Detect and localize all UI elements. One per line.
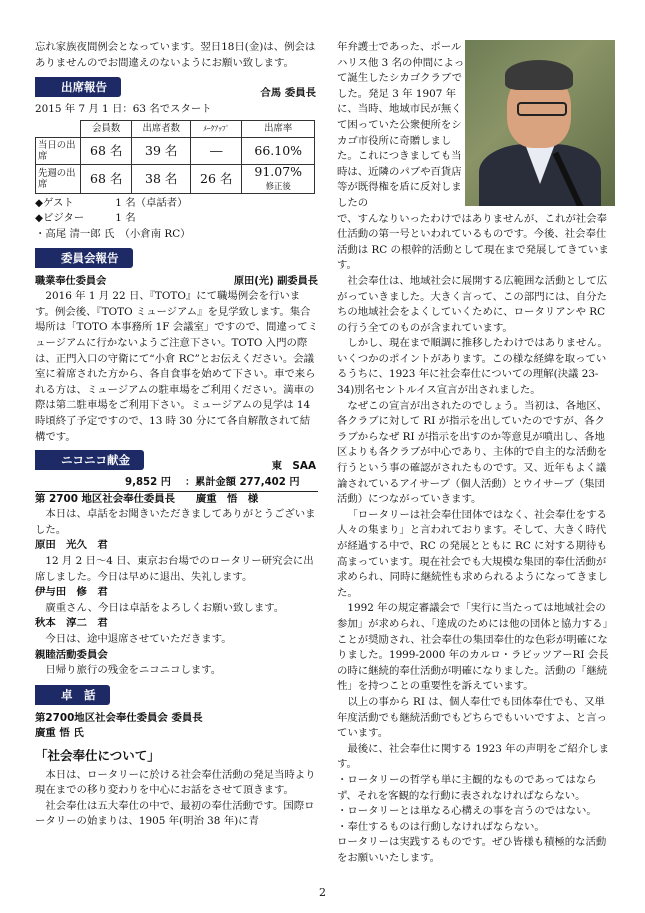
niko-entries (35, 492, 318, 679)
talk-paragraph-2: 社会奉仕は五大奉仕の中で、最初の奉仕活動です。国際ロータリーの始まりは、1905 年(明治 38 年)に青 (35, 799, 315, 828)
niko-entry-text: 本日は、卓話をお聞きいただきましてありがとうございました。 (35, 508, 316, 536)
attendance-heading: 出席報告 (35, 77, 121, 97)
niko-heading: ニコニコ献金 (35, 450, 144, 470)
niko-chair: 東 SAA (271, 459, 316, 472)
row-rate: 91.07% (254, 163, 303, 179)
talk-heading: 卓 話 (35, 685, 110, 705)
committee-sub-header (35, 274, 318, 290)
niko-entry-text: 日帰り旅行の残金をニコニコします。 (45, 664, 222, 677)
niko-entry-name: 伊与田 修 君 (35, 586, 108, 599)
row-makeup: ― (191, 137, 242, 164)
row-rate-note: 修正後 (265, 180, 291, 191)
niko-amount: 9,852 円 (125, 477, 171, 489)
attendance-header-row (35, 77, 318, 99)
visitor-name: ・高尾 清一郎 氏 （小倉南 RC） (35, 227, 191, 240)
right-paragraph: 「ロータリーは社会奉仕団体ではなく、社会奉仕をする人々の集まり」と言われております。そして、大きく時代が経過する中で、RC の発展とともに RC に対する期待も高まっています。現在社会でも大規模な集団的奉仕活動が求められ、同時に継続性も求められるようになってきました。 (337, 508, 608, 599)
row-makeup: 26 名 (191, 164, 242, 193)
row-rate-cell (242, 164, 315, 193)
row-label: 先週の出席 (36, 164, 81, 193)
committee-header-row (35, 248, 318, 270)
talk-paragraph-1: 本日は、ロータリーに於ける社会奉仕活動の発足当時より現在までの移り変わりを中心にお話をさせて頂きます。 (35, 768, 316, 797)
row-members: 68 名 (81, 164, 132, 193)
niko-header-row (35, 450, 318, 472)
attendance-table (35, 120, 315, 194)
page-number: 2 (319, 886, 326, 899)
visitor-line: ◆ビジター 1 名 (35, 212, 136, 225)
right-top-continuation: で、すんなりいったわけではありませんが、これが社会奉仕活動の第一号といわれているものです。今後、社会奉仕活動は RC の根幹的活動として現在まで発展してきています。 (337, 212, 609, 272)
right-column (337, 40, 615, 866)
row-rate: 66.10% (242, 137, 315, 164)
closing-text: ロータリーは実践するものです。ぜひ皆様も積極的な活動をお願いいたします。 (337, 836, 607, 864)
niko-entry-name: 親睦活動委員会 (35, 648, 108, 661)
row-attendees: 38 名 (132, 164, 191, 193)
bullet-item: ・ロータリーとは単なる心構えの事を言うのではない。 (337, 805, 597, 818)
header-makeup: ﾒｰｸｱｯﾌﾟ (191, 120, 242, 137)
right-top-text: 年弁護士であった、ポールハリス他 3 名の仲間によって誕生したシカゴクラブでした。発足 3 年 1907 年に、当時、地域市民が無くて困っていた公衆便所をシカゴ市役所に奇贈しました。これにつきましても当時は、近隣のパブや百貨店等が既得権を盾に反対しましたの (337, 41, 465, 209)
niko-sum-line (35, 475, 318, 492)
bullet-item: ・ロータリーの哲学も単に主観的なものであってはならず、それを客観的な行動に表されなければならない。 (337, 773, 597, 802)
bullet-item: ・奉仕するものは行動しなければならない。 (337, 820, 545, 833)
right-paragraph: 最後に、社会奉仕に関する 1923 年の声明をご紹介します。 (337, 742, 610, 771)
niko-entry-text: 12 月 2 日～4 日、東京お台場でのロータリー研究会に出席しました。今日は早めに退出、失礼します。 (35, 555, 314, 583)
attendance-date-line: 2015 年 7 月 1 日：63 名でスタート (35, 103, 212, 116)
niko-entry-text: 今日は、途中退席させていただきます。 (45, 633, 232, 646)
committee-sub-title: 職業奉仕委員会 (35, 275, 107, 287)
niko-entry-name: 秋本 淳二 君 (35, 617, 108, 630)
attendance-row-lastweek (36, 164, 315, 193)
intro-text: 忘れ家族夜間例会となっています。翌日18日(金)は、例会はありませんのでお間違えのないようにお願い致します。 (35, 41, 316, 69)
attendance-table-header (36, 120, 315, 137)
left-column (35, 40, 318, 830)
niko-entry-text: 廣重さん、今日は卓話をよろしくお願い致します。 (45, 601, 285, 614)
right-paragraph: 以上の事から RI は、個人奉仕でも団体奉仕でも、又単年度活動でも継続活動でもどちらでもいいですよ、と言っています。 (337, 695, 608, 740)
row-attendees: 39 名 (132, 137, 191, 164)
right-paragraph: 1992 年の規定審議会で「実行に当たっては地域社会の参加」が求められ、「達成のためには他の団体と協力する」ことが奨励され、社会奉仕の集団奉仕的な色彩が明確になりました。1999-2000 年のカルロ・ラビッツアーRI 会長の時に継続的奉仕活動が明確になりました。活動の「継続性」を持つことの重要性を訴えています。 (337, 602, 613, 693)
committee-text: 2016 年 1 月 22 日、『TOTO』にて職場例会を行います。例会後、『TOTO ミュージアム』を見学致します。集合場所は「TOTO 本事務所 1F 会議室」ですので、間違ってミュージアムに行かないようご注意下さい。TOTO 入門の際は、正門入口の守衛にて“小倉 RC”とお伝えください。会議室に着席された方から、各自食事を始めて下さい。車で来られる方は、ミュージアムの駐車場をご利用ください。満車の際は第二駐車場をご利用下さい。ミュージアムの見学は 14 時頃終了予定ですので、13 時 30 分にて各自解散されて結構です。 (35, 290, 319, 443)
niko-entry-name: 原田 光久 君 (35, 539, 108, 552)
attendance-chair: 合馬 委員長 (260, 86, 316, 99)
niko-total: ：累計金額 277,402 円 (184, 477, 300, 489)
row-members: 68 名 (81, 137, 132, 164)
attendance-row-today (36, 137, 315, 164)
talk-header-row (35, 685, 318, 707)
guest-line: ◆ゲスト 1 名（卓話者） (35, 196, 188, 209)
right-paragraph: なぜこの宣言が出されたのでしょう。当初は、各地区、各クラブに対して RI が指示を出していたのですが、各クラブからなぜ RI が指示を出すのか等意見が噴出し、各地区よりも各クラブが中心であり、主体的で自主的な活動を行うという事の確認がされたものです。又、近年もよく議論されているアイサーブ（個人活動）とウイサーブ（集団活動）につながっていきます。 (337, 399, 608, 506)
header-members: 会員数 (81, 120, 132, 137)
talk-title: 「社会奉仕について」 (35, 748, 160, 763)
talk-speaker-name: 廣重 悟 氏 (35, 727, 84, 740)
committee-sub-chair: 原田(光) 副委員長 (233, 275, 318, 287)
niko-entry-name: 第 2700 地区社会奉仕委員長 廣重 悟 様 (35, 492, 259, 505)
header-attendees: 出席者数 (132, 120, 191, 137)
row-label: 当日の出席 (36, 137, 81, 164)
committee-heading: 委員会報告 (35, 248, 133, 268)
header-rate: 出席率 (242, 120, 315, 137)
right-paragraph: しかし、現在まで順調に推移したわけではありません。いくつかのポイントがあります。この様な経緯を取っているうちに、1923 年に社会奉仕についての理解(決議 23-34)別名セントルイス宣言が出されました。 (337, 337, 608, 397)
talk-speaker-title: 第2700地区社会奉仕委員会 委員長 (35, 711, 203, 724)
right-paragraph: 社会奉仕は、地域社会に展開する広範囲な活動として広がっていきました。大きく言って、この部門には、自分たちの地域社会をよくしていくために、ロータリアンや RC の行う全てのものが含まれています。 (337, 274, 608, 334)
